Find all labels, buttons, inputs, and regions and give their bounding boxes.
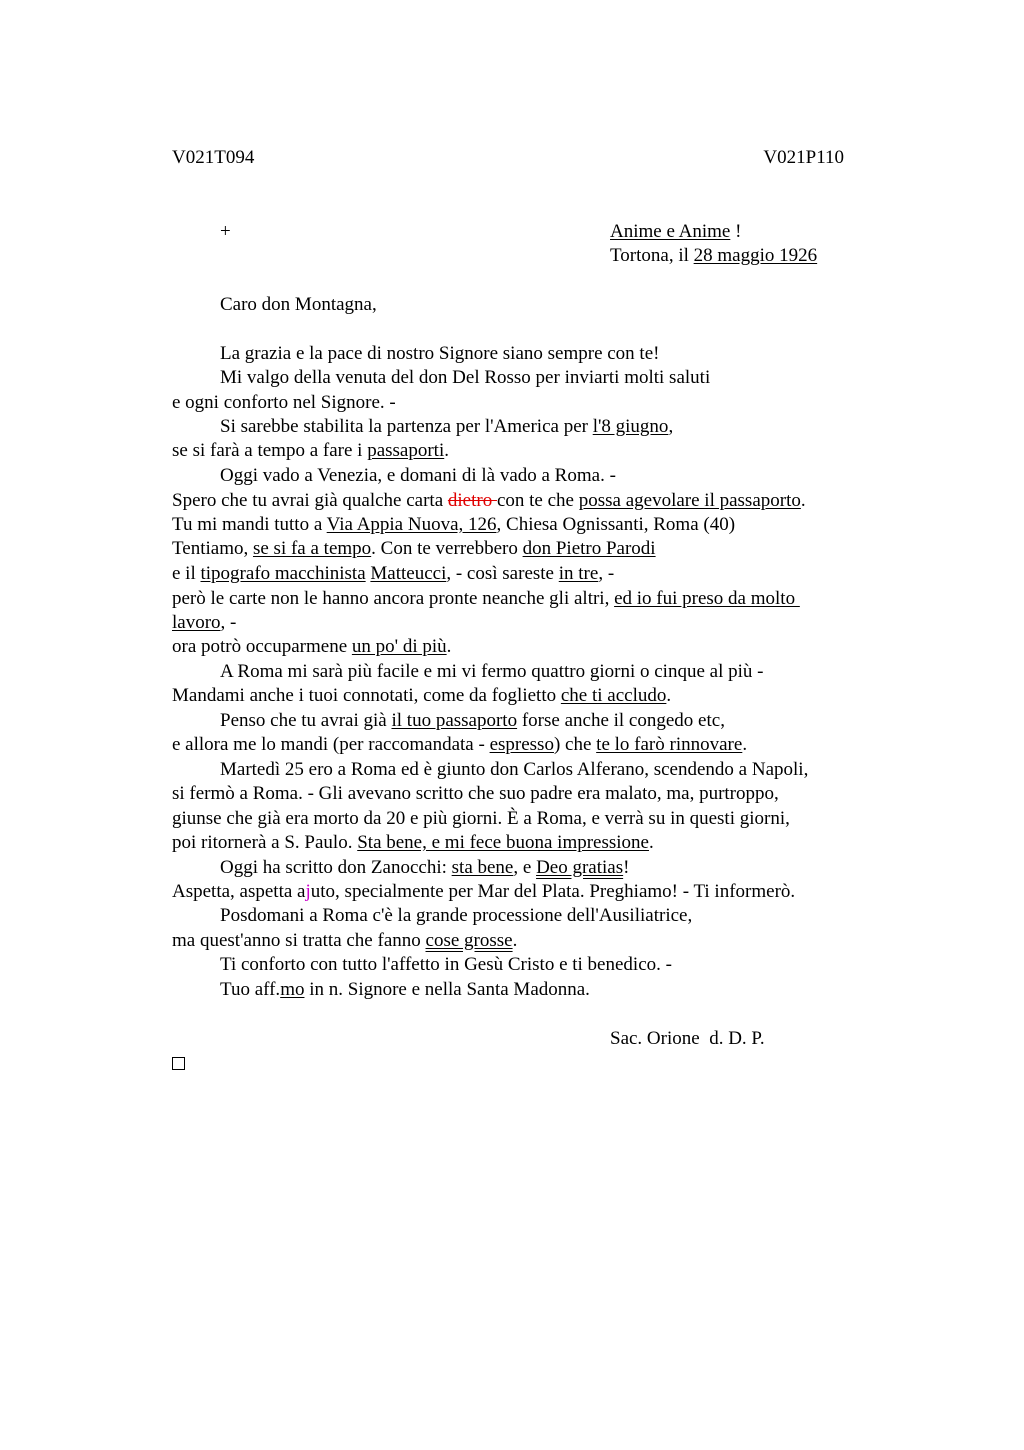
- text-run: Si sarebbe stabilita la partenza per l'America per: [220, 416, 593, 437]
- text-run: .: [444, 440, 449, 461]
- corrected-letter: j: [305, 881, 311, 902]
- letter-line: giunse che già era morto da 20 e più giorni. È a Roma, e verrà su in questi giorni,: [172, 808, 790, 829]
- text-run: .: [666, 685, 672, 706]
- text-run: .: [512, 930, 518, 951]
- text-run: però le carte non le hanno ancora pronte neanche gli altri,: [172, 588, 615, 609]
- letter-line: La grazia e la pace di nostro Signore siano sempre con te!: [220, 343, 660, 364]
- text-run: .: [742, 734, 748, 755]
- double-underlined-run: Deo gratias: [536, 857, 624, 878]
- underlined-run: il tuo passaporto: [391, 710, 518, 731]
- letter-line: [172, 636, 451, 658]
- underlined-run: tipografo macchinista: [200, 563, 366, 584]
- text-run: ,: [668, 416, 674, 437]
- letter-line: Oggi vado a Venezia, e domani di là vado a Roma. -: [220, 465, 616, 486]
- deleted-word: dietro: [447, 490, 497, 511]
- archive-code-right: V021P110: [763, 147, 844, 168]
- text-run: ma quest'anno si tratta che fanno: [172, 930, 426, 951]
- letter-line: [220, 710, 725, 732]
- underlined-run: mo: [280, 979, 305, 1000]
- underlined-run: Matteucci: [370, 563, 447, 584]
- underlined-run: lavoro: [172, 612, 221, 633]
- letter-line: [172, 881, 795, 903]
- letter-line: [172, 514, 735, 536]
- letter-line: [220, 416, 673, 438]
- text-run: Penso che tu avrai già: [220, 710, 392, 731]
- date: 28 maggio 1926: [693, 245, 818, 266]
- underlined-run: in tre: [558, 563, 599, 584]
- text-run: .: [800, 490, 806, 511]
- text-run: Tentiamo,: [172, 538, 253, 559]
- place-date: [610, 245, 817, 267]
- text-run: ) che: [553, 734, 597, 755]
- motto-suffix: !: [730, 221, 742, 242]
- letter-line: [172, 440, 449, 462]
- text-run: e allora me lo mandi (per raccomandata -: [172, 734, 490, 755]
- text-run: Mandami anche i tuoi connotati, come da foglietto: [172, 685, 561, 706]
- text-run: con te che: [496, 490, 579, 511]
- salutation: Caro don Montagna,: [220, 294, 377, 315]
- letter-line: [220, 857, 629, 879]
- letter-line: [172, 685, 671, 707]
- text-run: Oggi ha scritto don Zanocchi:: [220, 857, 452, 878]
- text-run: !: [623, 857, 630, 878]
- text-run: .: [446, 636, 452, 657]
- text-run: ora potrò occuparmene: [172, 636, 352, 657]
- text-run: Tuo aff.: [220, 979, 281, 1000]
- text-run: e il: [172, 563, 201, 584]
- text-run: , - così sareste: [446, 563, 559, 584]
- underlined-run: se si fa a tempo: [252, 538, 372, 559]
- underlined-run: possa agevolare il passaporto: [578, 490, 801, 511]
- letter-line: e ogni conforto nel Signore. -: [172, 392, 396, 413]
- underlined-run: passaporti: [367, 440, 445, 461]
- signature: Sac. Orione d. D. P.: [610, 1028, 765, 1049]
- text-run: in n. Signore e nella Santa Madonna.: [304, 979, 590, 1000]
- letter-line: [172, 930, 517, 952]
- motto-text: Anime e Anime: [610, 221, 731, 242]
- cross-mark: +: [220, 221, 231, 242]
- letter-line: [172, 490, 806, 512]
- text-run: uto, specialmente per Mar del Plata. Preghiamo! - Ti informerò.: [310, 881, 796, 902]
- text-run: , -: [220, 612, 237, 633]
- letter-line: [172, 832, 654, 854]
- letter-line: Posdomani a Roma c'è la grande processione dell'Ausiliatrice,: [220, 905, 693, 926]
- underlined-run: Sta bene, e mi fece buona impressione: [357, 832, 649, 853]
- letter-line: [172, 734, 747, 756]
- underlined-run: te lo farò rinnovare: [596, 734, 743, 755]
- text-run: Tu mi mandi tutto a: [172, 514, 327, 535]
- double-underlined-run: cose grosse: [425, 930, 513, 951]
- text-run: Spero che tu avrai già qualche carta: [172, 490, 448, 511]
- underlined-run: l'8 giugno: [592, 416, 669, 437]
- text-run: , -: [598, 563, 615, 584]
- underlined-run: espresso: [489, 734, 554, 755]
- text-run: forse anche il congedo etc,: [517, 710, 725, 731]
- place: Tortona, il: [610, 245, 694, 266]
- text-run: , e: [513, 857, 537, 878]
- text-run: , Chiesa Ognissanti, Roma (40): [496, 514, 736, 535]
- underlined-run: ed io fui preso da molto: [614, 588, 800, 609]
- text-run: Aspetta, aspetta a: [172, 881, 306, 902]
- end-square-icon: [172, 1054, 185, 1076]
- letter-line: [172, 588, 800, 610]
- underlined-run: don Pietro Parodi: [522, 538, 656, 559]
- text-run: se si farà a tempo a fare i: [172, 440, 368, 461]
- letter-line: Martedì 25 ero a Roma ed è giunto don Carlos Alferano, scendendo a Napoli,: [220, 759, 809, 780]
- underlined-run: un po' di più: [351, 636, 447, 657]
- letter-line: Mi valgo della venuta del don Del Rosso per inviarti molti saluti: [220, 367, 711, 388]
- letter-line: Ti conforto con tutto l'affetto in Gesù Cristo e ti benedico. -: [220, 954, 672, 975]
- closing-line: [220, 979, 590, 1001]
- letter-line: [172, 612, 236, 634]
- underlined-run: che ti accludo: [560, 685, 667, 706]
- text-run: .: [648, 832, 654, 853]
- underlined-run: sta bene: [451, 857, 514, 878]
- text-run: . Con te verrebbero: [371, 538, 523, 559]
- text-run: poi ritornerà a S. Paulo.: [172, 832, 358, 853]
- letter-line: [172, 563, 614, 585]
- letter-line: A Roma mi sarà più facile e mi vi fermo quattro giorni o cinque al più -: [220, 661, 764, 682]
- archive-code-left: V021T094: [172, 147, 255, 168]
- motto: [610, 221, 741, 243]
- letter-line: si fermò a Roma. - Gli avevano scritto che suo padre era malato, ma, purtroppo,: [172, 783, 779, 804]
- letter-line: [172, 538, 656, 560]
- underlined-run: Via Appia Nuova, 126: [326, 514, 497, 535]
